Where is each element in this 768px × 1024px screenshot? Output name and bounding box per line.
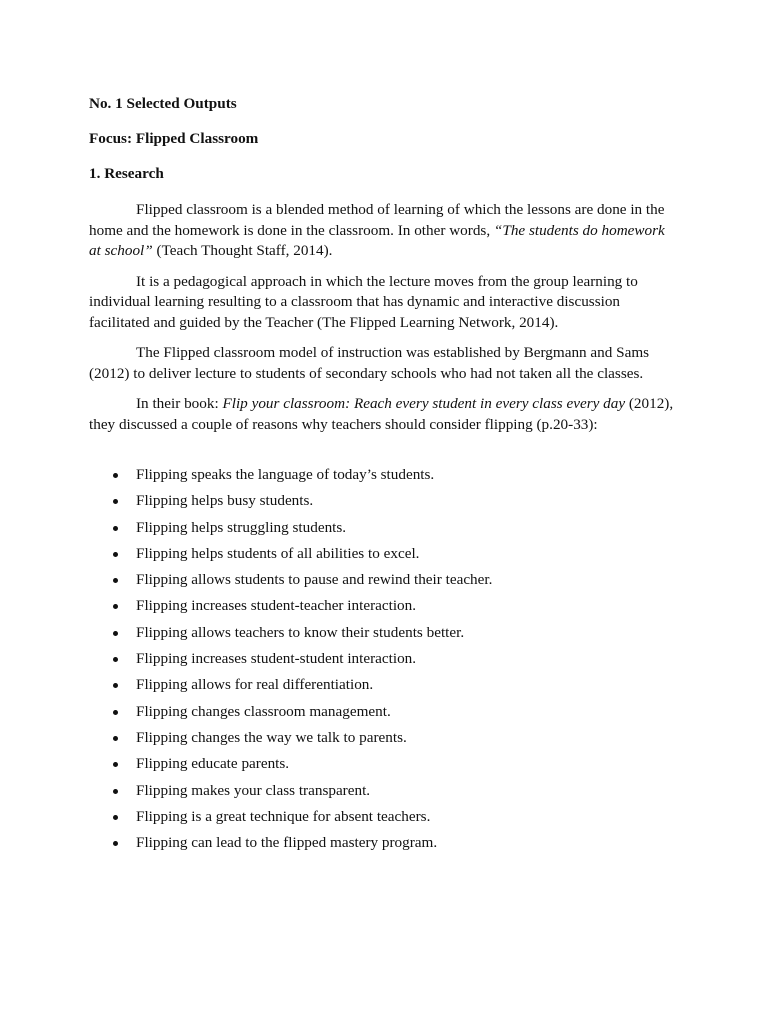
bullet-icon (113, 631, 118, 636)
list-item-text: Flipping helps struggling students. (136, 518, 347, 536)
focus-heading: Focus: Flipped Classroom (89, 130, 259, 147)
paragraph-definition (89, 200, 679, 262)
list-item (89, 728, 679, 754)
list-item-text: Flipping speaks the language of today’s students. (136, 466, 435, 483)
list-item (89, 544, 679, 570)
list-item (89, 675, 679, 701)
bullet-icon (113, 736, 118, 741)
list-item (89, 833, 679, 859)
list-item-text: Flipping helps busy students. (136, 492, 314, 510)
list-item-text: Flipping allows students to pause and rewind their teacher. (136, 571, 493, 589)
section-title: No. 1 Selected Outputs (89, 95, 237, 112)
bullet-icon (113, 552, 118, 557)
list-item (89, 465, 679, 491)
bullet-icon (113, 762, 118, 767)
list-item (89, 781, 679, 807)
list-item (89, 623, 679, 649)
document-page (89, 90, 679, 859)
reasons-list (89, 465, 679, 859)
list-item-text: Flipping allows teachers to know their students better. (136, 623, 465, 641)
list-item-text: Flipping changes classroom management. (136, 702, 391, 720)
quote-text: “The students do homework at school” (89, 221, 665, 259)
bullet-icon (113, 473, 118, 478)
bullet-icon (113, 815, 118, 820)
list-item-text: Flipping educate parents. (136, 755, 290, 773)
list-item-text: Flipping is a great technique for absent teachers. (136, 807, 431, 825)
list-item (89, 518, 679, 544)
list-item-text: Flipping increases student-student interaction. (136, 650, 417, 668)
list-item (89, 702, 679, 728)
list-item (89, 491, 679, 517)
citation-text: (Teach Thought Staff, 2014). (152, 242, 333, 259)
book-title: Flip your classroom: Reach every student in every class every day (222, 395, 626, 412)
list-item-text: Flipping allows for real differentiation. (136, 676, 374, 694)
bullet-icon (113, 604, 118, 609)
paragraph-origin: The Flipped classroom model of instruction was established by Bergmann and Sams (2012) to deliver lecture to students of secondary schools who had not taken all the classes. (89, 344, 650, 382)
paragraph-pedagogy: It is a pedagogical approach in which the lecture moves from the group learning to individual learning resulting to a classroom that has dynamic and interactive discussion facilitated and guided by the Teacher (The Flipped Learning Network, 2014). (89, 272, 638, 331)
list-item (89, 570, 679, 596)
bullet-icon (113, 683, 118, 688)
bullet-icon (113, 710, 118, 715)
bullet-icon (113, 657, 118, 662)
list-item-text: Flipping increases student-teacher interaction. (136, 597, 417, 615)
research-heading: 1. Research (89, 165, 164, 182)
bullet-icon (113, 841, 118, 846)
list-item (89, 649, 679, 675)
list-item-text: Flipping can lead to the flipped mastery program. (136, 834, 438, 852)
book-rest-text: (2012), they discussed a couple of reasons why teachers should consider flipping (p.20-33): (89, 395, 674, 433)
bullet-icon (113, 499, 118, 504)
list-item (89, 754, 679, 780)
bullet-icon (113, 578, 118, 583)
book-intro-text: In their book: (136, 395, 223, 412)
list-item-text: Flipping helps students of all abilities to excel. (136, 544, 420, 562)
list-item-text: Flipping changes the way we talk to parents. (136, 728, 407, 746)
paragraph-definition-text: Flipped classroom is a blended method of learning of which the lessons are done in the home and the homework is done in the classroom. In other words, (89, 201, 665, 239)
list-item (89, 596, 679, 622)
list-item-text: Flipping makes your class transparent. (136, 781, 371, 799)
list-item (89, 807, 679, 833)
bullet-icon (113, 526, 118, 531)
bullet-icon (113, 789, 118, 794)
paragraph-book (89, 394, 679, 435)
